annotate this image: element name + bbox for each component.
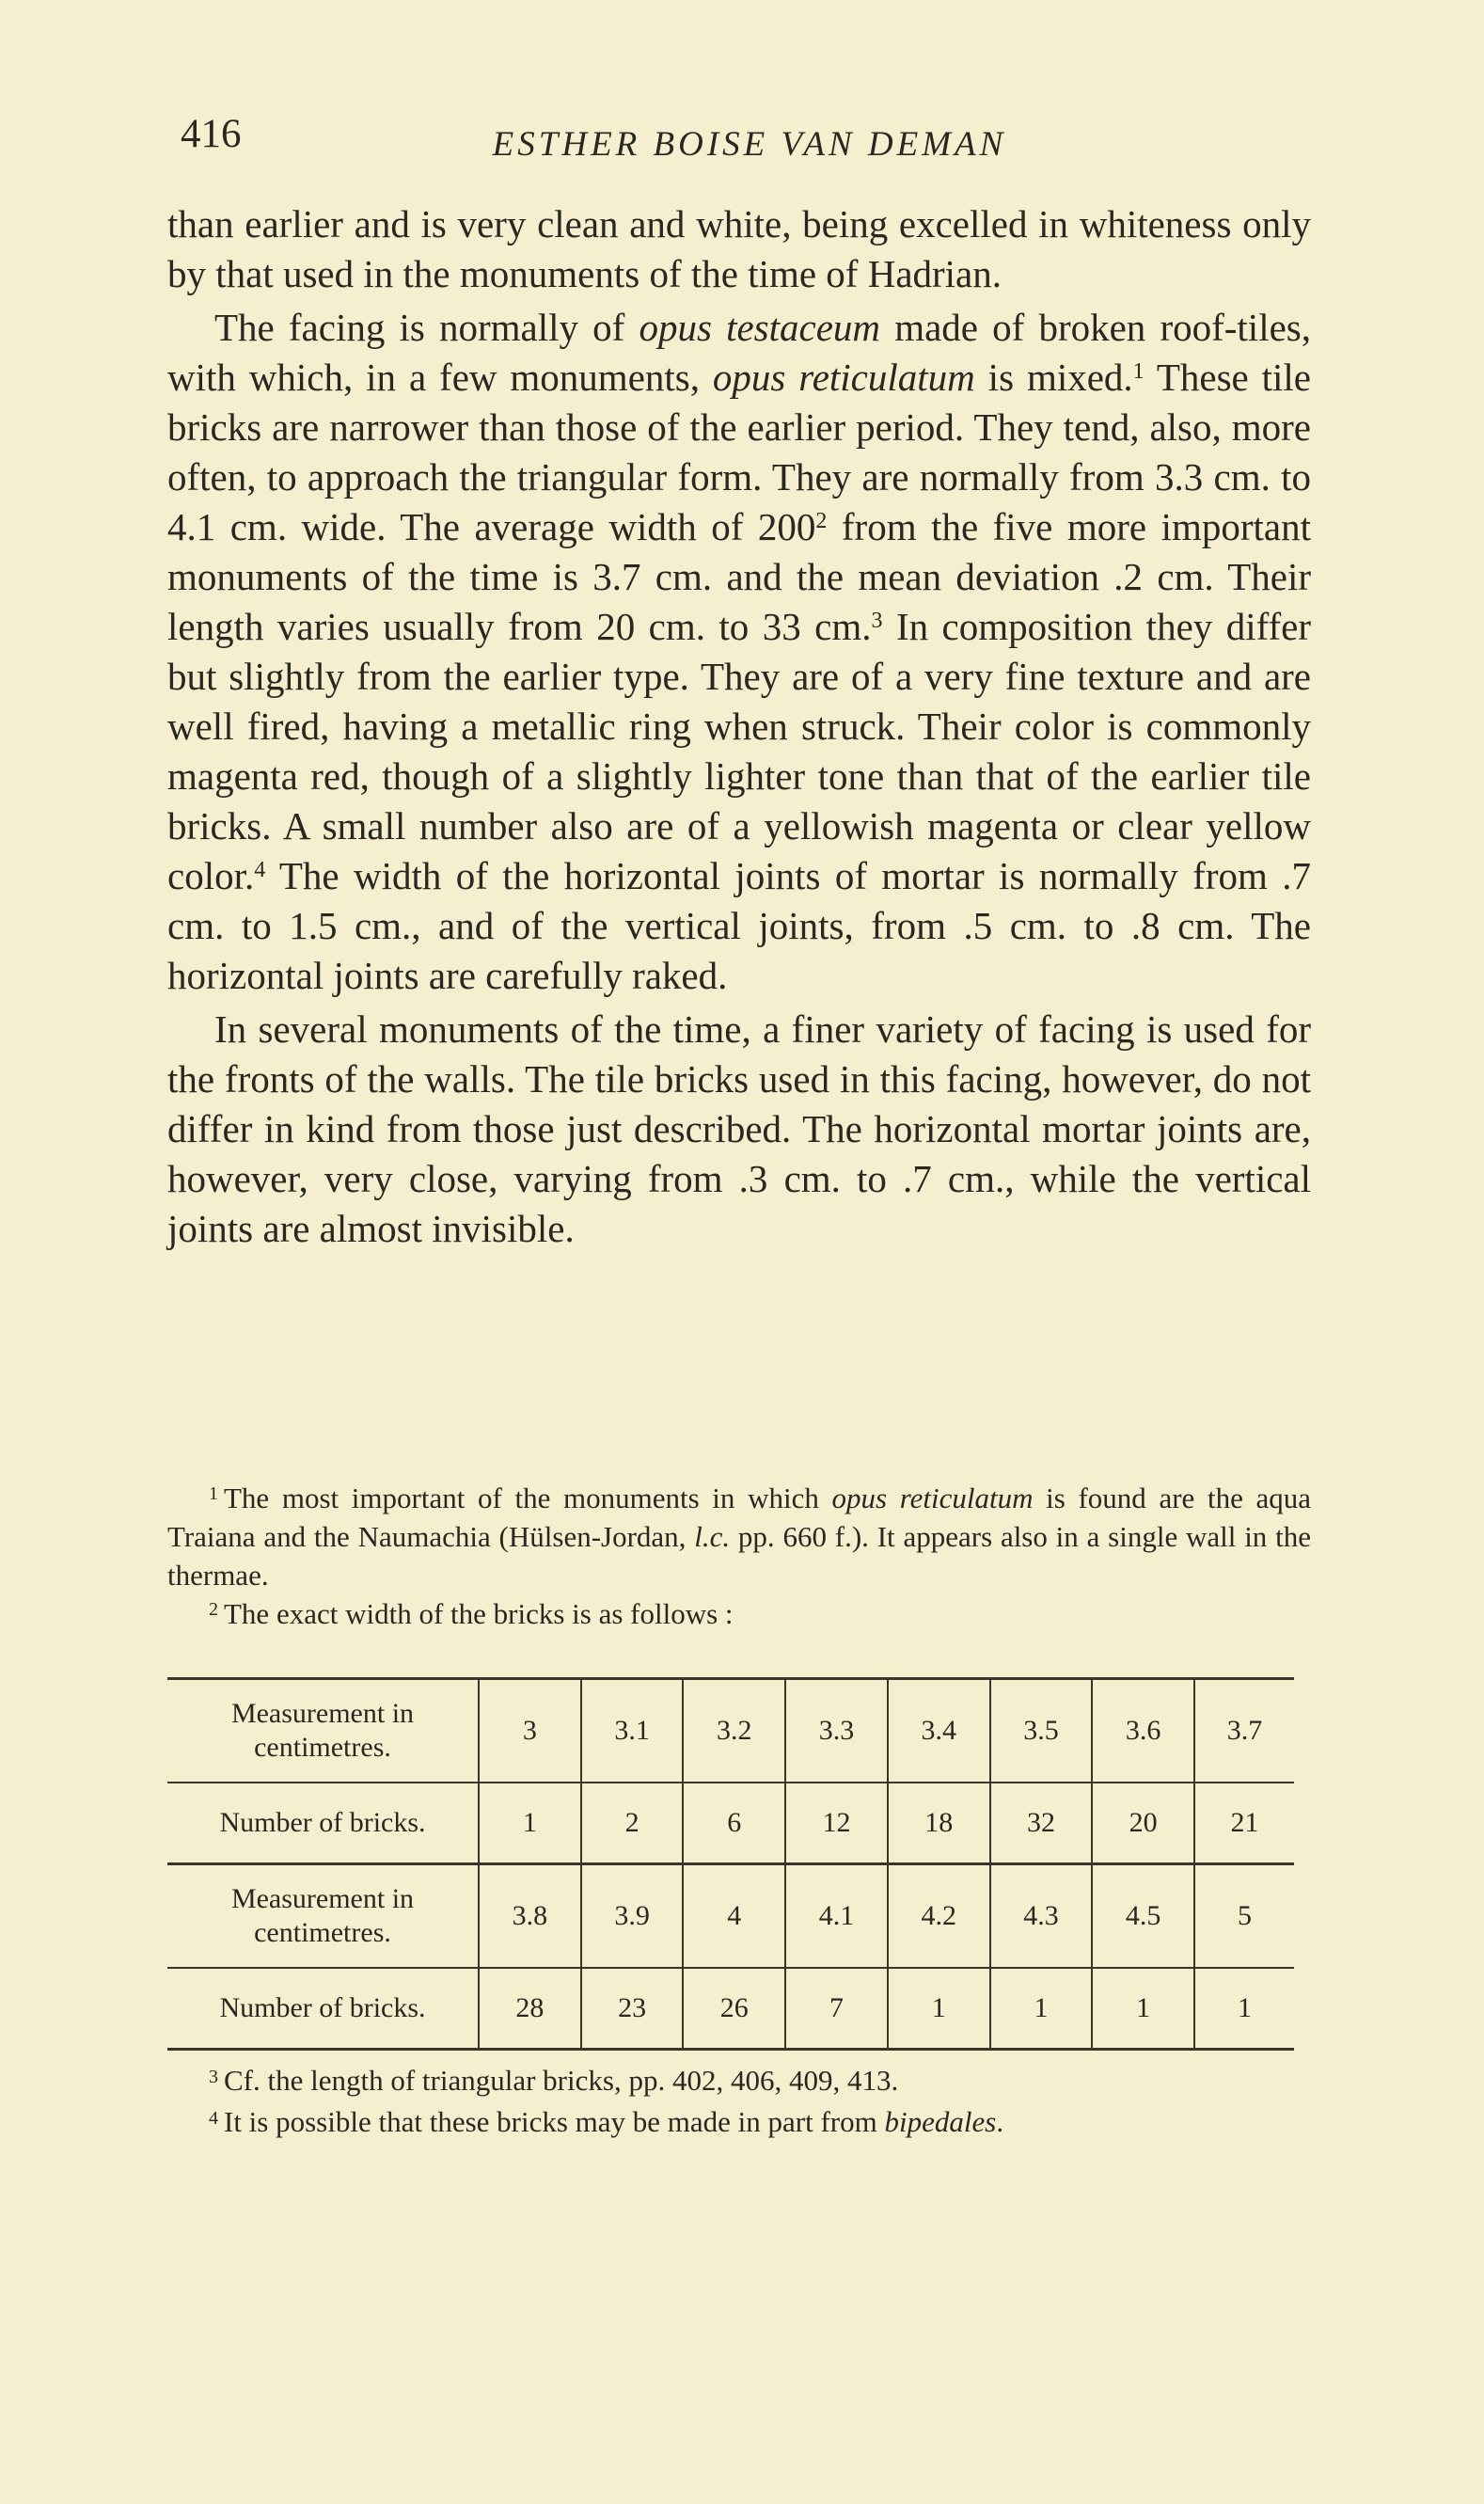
table-cell: 4.5 <box>1092 1864 1194 1969</box>
table-cell: 3.2 <box>683 1679 785 1783</box>
text-run: It is possible that these bricks may be made in part from <box>224 2105 885 2138</box>
table-cell: 3.7 <box>1194 1679 1294 1783</box>
table-cell: 2 <box>581 1783 684 1864</box>
table-cell: 3.4 <box>888 1679 990 1783</box>
table-cell: 3 <box>479 1679 581 1783</box>
running-head: ESTHER BOISE VAN DEMAN <box>492 125 1007 164</box>
footnote-ref-1[interactable]: 1 <box>1132 359 1145 384</box>
table-cell: 1 <box>479 1783 581 1864</box>
table-cell: 4.3 <box>990 1864 1093 1969</box>
footnote-ref-4[interactable]: 4 <box>254 858 266 882</box>
table-cell: 3.6 <box>1092 1679 1194 1783</box>
text-run: Cf. the length of triangular bricks, pp. 402, 406, 409, 413. <box>224 2064 899 2097</box>
footnote-ref-2[interactable]: 2 <box>815 509 828 533</box>
table-cell: 4.1 <box>785 1864 888 1969</box>
table-cell: 18 <box>888 1783 990 1864</box>
text-run: from the five more important monuments of the time is 3.7 cm. and the mean deviation .2 cm. Their length varies usually from 20 cm. to 33 cm. <box>167 505 1312 648</box>
table-cell: 28 <box>479 1968 581 2050</box>
table-cell: 3.5 <box>990 1679 1093 1783</box>
text-run: The facing is normally of <box>214 306 639 349</box>
footnotes-upper <box>167 1479 1311 1633</box>
table-cell: 1 <box>888 1968 990 2050</box>
italic-term: opus reticulatum <box>831 1482 1034 1514</box>
text-run: The most important of the monuments in which <box>224 1482 832 1514</box>
table-row <box>167 1679 1294 1783</box>
table-cell: 1 <box>1194 1968 1294 2050</box>
table-cell: 3.1 <box>581 1679 684 1783</box>
brick-width-table <box>167 1677 1294 2051</box>
text-run: The exact width of the bricks is as follows : <box>224 1597 734 1630</box>
footnote-number: 1 <box>209 1483 218 1504</box>
table-cell: 1 <box>1092 1968 1194 2050</box>
paragraph-2 <box>167 303 1311 1001</box>
table-row <box>167 1968 1294 2050</box>
footnote-2 <box>167 1594 1311 1633</box>
page-number: 416 <box>181 112 242 156</box>
table-row <box>167 1864 1294 1969</box>
table-cell: 7 <box>785 1968 888 2050</box>
page-header <box>181 111 1318 167</box>
italic-term: bipedales <box>884 2105 997 2138</box>
footnote-number: 2 <box>209 1599 218 1620</box>
table-cell: 3.9 <box>581 1864 684 1969</box>
table-cell: 20 <box>1092 1783 1194 1864</box>
paragraph-3: In several monuments of the time, a finer variety of facing is used for the fronts of the walls. The tile bricks used in this facing, however, do not differ in kind from those just described. The horizontal mortar joints are, however, very close, varying from .3 cm. to .7 cm., while the vertical joints are almost invisible. <box>167 1007 1311 1250</box>
table-cell: 4 <box>683 1864 785 1969</box>
table-cell: 5 <box>1194 1864 1294 1969</box>
text-run: is mixed. <box>974 356 1133 399</box>
table-cell: 26 <box>683 1968 785 2050</box>
text-run: These tile bricks are narrower than those of the earlier period. They tend, also, more often, to approach the triangular form. They are normally from 3.3 cm. to 4.1 cm. wide. The average width of 200 <box>167 356 1312 548</box>
text-run: . <box>996 2105 1004 2138</box>
row-label: Number of bricks. <box>167 1783 479 1864</box>
table-row <box>167 1783 1294 1864</box>
text-run: pp. 660 f.). It appears also in a single wall in the thermae. <box>167 1520 1311 1592</box>
italic-term: opus reticulatum <box>712 356 975 399</box>
paragraph-1: than earlier and is very clean and white, being excelled in whiteness only by that used in the monuments of the time of Hadrian. <box>167 202 1311 295</box>
table-cell: 32 <box>990 1783 1093 1864</box>
table-cell: 3.8 <box>479 1864 581 1969</box>
text-run: In composition they differ but slightly from the earlier type. They are of a very fine texture and are well fired, having a metallic ring when struck. Their color is commonly magenta red, though of a slightly lighter tone than that of the earlier tile bricks. A small number also are of a yellowish magenta or clear yellow color. <box>167 605 1311 897</box>
footnote-number: 4 <box>209 2108 218 2129</box>
table-cell: 1 <box>990 1968 1093 2050</box>
text-run: made of broken roof-tiles, with which, in a few monuments, <box>167 306 1311 399</box>
italic-term: opus testaceum <box>639 306 881 349</box>
footnote-3 <box>167 2060 1311 2101</box>
footnote-4 <box>167 2101 1311 2143</box>
table-cell: 6 <box>683 1783 785 1864</box>
footnote-number: 3 <box>209 2067 218 2087</box>
footnote-ref-3[interactable]: 3 <box>871 609 883 633</box>
table-cell: 4.2 <box>888 1864 990 1969</box>
table-cell: 12 <box>785 1783 888 1864</box>
text-run: is found are the aqua Traiana and the Naumachia (Hülsen-Jordan, <box>167 1482 1312 1553</box>
table-cell: 3.3 <box>785 1679 888 1783</box>
table-cell: 23 <box>581 1968 684 2050</box>
row-label: Number of bricks. <box>167 1968 479 2050</box>
table-cell: 21 <box>1194 1783 1294 1864</box>
italic-term: l.c. <box>694 1520 731 1553</box>
footnote-1 <box>167 1479 1311 1594</box>
footnotes-lower <box>167 2060 1311 2143</box>
text-run: The width of the horizontal joints of mortar is normally from .7 cm. to 1.5 cm., and of the vertical joints, from .5 cm. to .8 cm. The horizontal joints are carefully raked. <box>167 854 1311 997</box>
body-text <box>167 199 1311 1254</box>
row-label: Measurement in centimetres. <box>167 1679 479 1783</box>
row-label: Measurement in centimetres. <box>167 1864 479 1969</box>
